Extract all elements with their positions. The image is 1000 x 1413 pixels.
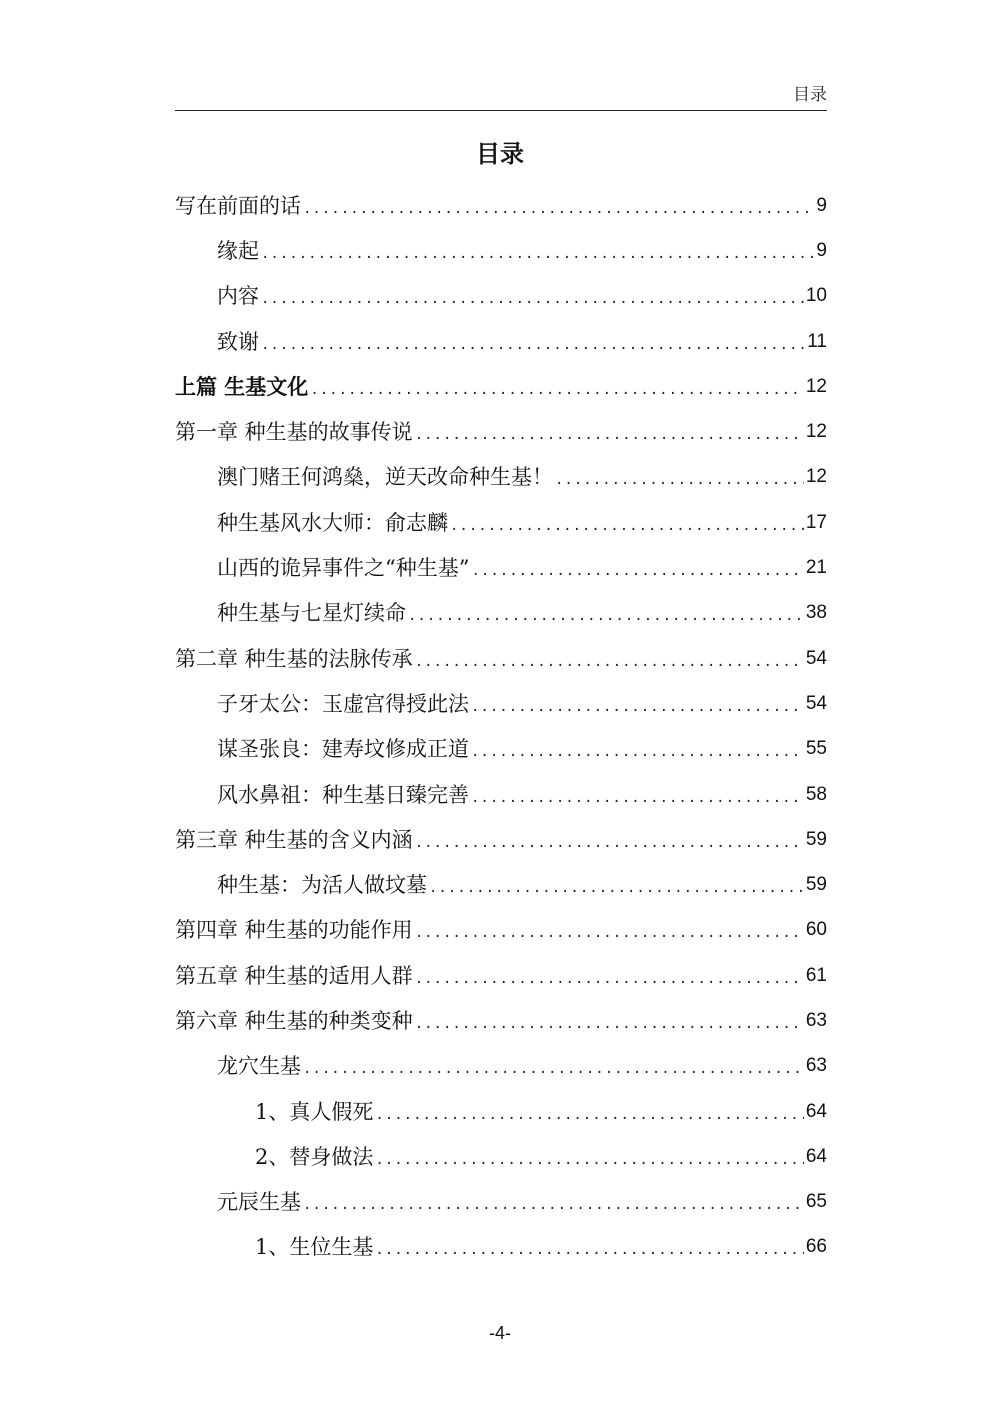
toc-entry[interactable] [175, 862, 827, 907]
toc-entry-label: 1、生位生基 [255, 1235, 374, 1260]
toc-entry[interactable] [175, 908, 827, 953]
dot-leader [471, 737, 804, 767]
toc-entry-label: 第三章 种生基的含义内涵 [175, 827, 413, 852]
toc-entry[interactable] [175, 1134, 827, 1179]
dot-leader [415, 828, 804, 858]
toc-entry-page: 9 [816, 239, 827, 261]
toc-entry[interactable] [175, 364, 827, 409]
toc-entry-label: 山西的诡异事件之“种生基” [217, 556, 470, 581]
toc-entry-page: 64 [805, 1145, 827, 1167]
toc-entry[interactable] [175, 817, 827, 862]
toc-entry[interactable] [175, 953, 827, 998]
toc-entry[interactable] [175, 455, 827, 500]
toc-entry-label: 子牙太公：玉虚宫得授此法 [217, 691, 469, 716]
toc-entry-page: 10 [805, 285, 827, 307]
dot-leader [261, 284, 804, 314]
dot-leader [415, 1009, 804, 1039]
toc-entry-page: 21 [805, 557, 827, 579]
toc-entry[interactable] [175, 636, 827, 681]
toc-entry[interactable] [175, 772, 827, 817]
toc-entry-page: 63 [805, 1055, 827, 1077]
toc-entry[interactable] [175, 1044, 827, 1089]
dot-leader [261, 330, 805, 360]
dot-leader [375, 1235, 803, 1265]
toc-entry-label: 种生基：为活人做坟墓 [217, 873, 427, 898]
toc-entry[interactable] [175, 274, 827, 319]
toc-entry[interactable] [175, 319, 827, 364]
toc-entry[interactable] [175, 183, 827, 228]
toc-entry-page: 12 [805, 375, 827, 397]
toc-entry-label: 第一章 种生基的故事传说 [175, 420, 413, 445]
dot-leader [471, 556, 803, 586]
toc-entry-label: 写在前面的话 [175, 193, 301, 218]
toc-entry-page: 17 [805, 511, 827, 533]
toc-entry-page: 60 [805, 919, 827, 941]
toc-entry-label: 龙穴生基 [217, 1054, 301, 1079]
toc-entry-page: 12 [805, 466, 827, 488]
toc-entry-label: 缘起 [217, 238, 259, 263]
toc-entry-label: 澳门赌王何鸿燊，逆天改命种生基！ [217, 465, 553, 490]
toc-entry-page: 59 [805, 828, 827, 850]
toc-entry-label: 种生基风水大师：俞志麟 [217, 510, 448, 535]
page-number: -4- [489, 1323, 511, 1343]
toc-entry-page: 59 [805, 874, 827, 896]
toc-entry-label: 2、替身做法 [255, 1144, 374, 1169]
running-header-text: 目录 [793, 85, 827, 105]
toc-entry[interactable] [175, 681, 827, 726]
dot-leader [310, 375, 804, 405]
dot-leader [471, 692, 804, 722]
toc-entry[interactable] [175, 545, 827, 590]
toc-entry-page: 54 [805, 692, 827, 714]
dot-leader [555, 465, 804, 495]
dot-leader [303, 1190, 804, 1220]
toc-entry-label: 第二章 种生基的法脉传承 [175, 646, 413, 671]
dot-leader [261, 239, 814, 269]
toc-entry-page: 63 [805, 1009, 827, 1031]
toc-entry-page: 54 [805, 647, 827, 669]
toc-entry-page: 58 [805, 783, 827, 805]
toc-entry-page: 11 [807, 330, 827, 352]
toc-entry-label: 上篇 生基文化 [175, 373, 309, 399]
dot-leader [408, 601, 804, 631]
toc-entry[interactable] [175, 591, 827, 636]
toc-entry-label: 1、真人假死 [255, 1099, 374, 1124]
running-header [175, 84, 827, 111]
toc-entry[interactable] [175, 409, 827, 454]
dot-leader [415, 964, 804, 994]
dot-leader [450, 511, 804, 541]
toc-entry-label: 第五章 种生基的适用人群 [175, 963, 413, 988]
toc-entry-page: 9 [816, 194, 827, 216]
toc-entry-label: 谋圣张良：建寿坟修成正道 [217, 737, 469, 762]
toc-entry[interactable] [175, 998, 827, 1043]
dot-leader [303, 1054, 804, 1084]
toc-entry-label: 风水鼻祖：种生基日臻完善 [217, 782, 469, 807]
toc-entry[interactable] [175, 1180, 827, 1225]
dot-leader [471, 783, 804, 813]
toc-entry[interactable] [175, 1225, 827, 1270]
toc-entry-page: 38 [805, 602, 827, 624]
toc-entry-page: 64 [805, 1100, 827, 1122]
toc-entry-page: 55 [805, 738, 827, 760]
dot-leader [303, 194, 814, 224]
dot-leader [415, 647, 804, 677]
toc-entry-label: 内容 [217, 284, 259, 309]
toc-entry[interactable] [175, 727, 827, 772]
page-title: 目录 [476, 139, 524, 168]
toc-entry-page: 65 [805, 1191, 827, 1213]
toc-entry-page: 66 [805, 1236, 827, 1258]
toc-entry-label: 致谢 [217, 329, 259, 354]
dot-leader [375, 1145, 803, 1175]
toc-entry-page: 12 [805, 421, 827, 443]
toc-entry[interactable] [175, 500, 827, 545]
table-of-contents [175, 183, 827, 1270]
dot-leader [415, 918, 804, 948]
toc-entry-label: 第四章 种生基的功能作用 [175, 918, 413, 943]
toc-entry[interactable] [175, 1089, 827, 1134]
dot-leader [415, 420, 804, 450]
toc-entry-label: 种生基与七星灯续命 [217, 601, 406, 626]
dot-leader [375, 1100, 803, 1130]
toc-entry-label: 元辰生基 [217, 1190, 301, 1215]
dot-leader [429, 873, 804, 903]
toc-entry-label: 第六章 种生基的种类变种 [175, 1008, 413, 1033]
toc-entry-page: 61 [805, 964, 827, 986]
toc-entry[interactable] [175, 228, 827, 273]
